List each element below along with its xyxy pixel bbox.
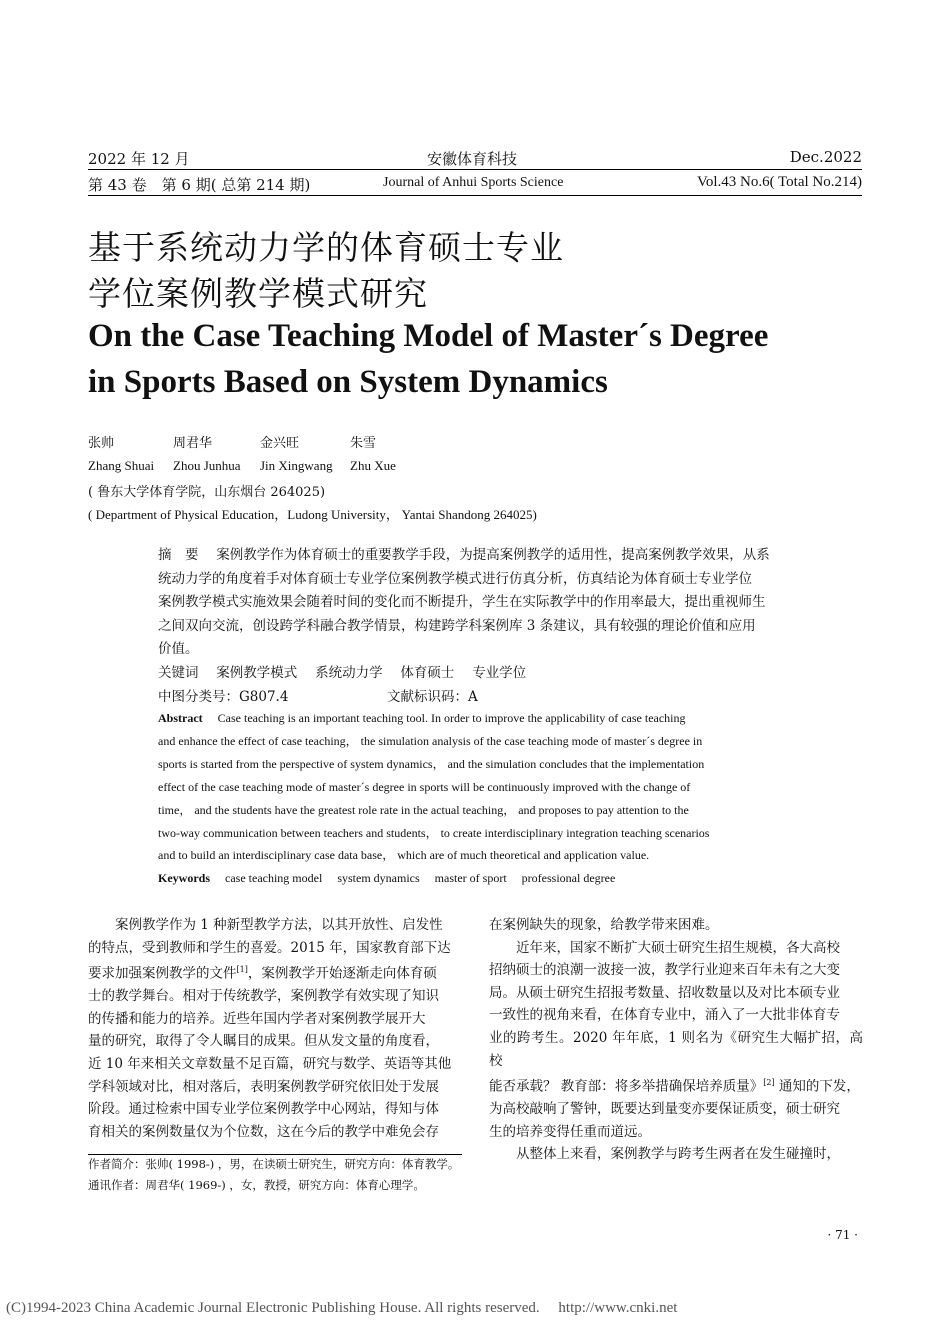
- body-line: 的传播和能力的培养。近些年国内学者对案例教学展开大: [88, 1010, 426, 1027]
- keyword-en: professional degree: [521, 871, 616, 886]
- body-line: 量的研究，取得了令人瞩目的成果。但从发文量的角度看，: [88, 1033, 439, 1050]
- body-right-column: [489, 914, 863, 1166]
- header-date-en: Dec.2022: [789, 148, 862, 166]
- footnote-corresponding: 通讯作者：周君华( 1969-) ，女，教授，研究方向：体育心理学。: [88, 1178, 425, 1192]
- body-line: 在案例缺失的现象，给教学带来困难。: [489, 917, 719, 933]
- title-en-line1: On the Case Teaching Model of Master´s Degree: [88, 318, 769, 354]
- keywords-en-label: Keywords: [158, 871, 210, 886]
- author-en-3: Jin Xingwang: [260, 458, 333, 473]
- header-rule-bottom: [88, 195, 862, 196]
- body-line: 阶段。通过检索中国专业学位案例教学中心网站，得知与体: [88, 1101, 439, 1118]
- body-line: 案例教学作为 1 种新型教学方法，以其开放性、启发性: [88, 917, 443, 933]
- keyword-zh: 专业学位: [472, 664, 527, 681]
- author-en-4: Zhu Xue: [350, 458, 396, 473]
- author-zh-3: 金兴旺: [260, 436, 300, 451]
- body-left-column: [88, 914, 462, 1143]
- author-en-1: Zhang Shuai: [88, 458, 155, 473]
- body-line: 近 10 年来相关文章数量不足百篇，研究与数学、英语等其他: [88, 1056, 452, 1073]
- abstract-zh-line: 价值。: [158, 641, 199, 658]
- header-journal-cn: 安徽体育科技: [427, 150, 518, 168]
- keyword-zh: 案例教学模式: [216, 664, 298, 681]
- classification-row: [158, 686, 792, 710]
- doc-code-label: 文献标识码：: [387, 688, 469, 705]
- doc-code-value: A: [468, 688, 478, 705]
- body-line: 从整体上来看，案例教学与跨考生两者在发生碰撞时，: [489, 1146, 840, 1163]
- abstract-zh-line: 之间双向交流，创设跨学科融合教学情景，构建跨学科案例库 3 条建议，具有较强的理论价值和应用: [158, 617, 756, 634]
- abstract-zh-line: 案例教学模式实施效果会随着时间的变化而不断提升，学生在实际教学中的作用率最大，提出重视师生: [158, 594, 766, 611]
- abstract-en-line: Abstract Case teaching is an important teaching tool. In order to improve the applicability of case teaching: [158, 711, 686, 725]
- abstract-en-line: sports is started from the perspective of system dynamics， and the simulation concludes that the implementation: [158, 756, 705, 771]
- citation-ref[interactable]: [2]: [763, 1078, 775, 1088]
- body-line: 生的培养变得任重而道远。: [489, 1123, 651, 1140]
- abstract-en-line: effect of the case teaching mode of master´s degree in sports will be continuously improved with the change of: [158, 779, 691, 794]
- body-line: 能否承载？ 教育部：将多举措确保培养质量》[2] 通知的下发，: [489, 1078, 860, 1095]
- body-line: 要求加强案例教学的文件[1]，案例教学开始逐渐走向体育硕: [88, 965, 437, 982]
- abstract-en-line: and to build an interdisciplinary case data base， which are of much theoretical and application value.: [158, 848, 650, 863]
- header-issue-en: Vol.43 No.6( Total No.214): [696, 174, 862, 190]
- clc-value: G807.4: [239, 688, 289, 705]
- body-line: 的特点，受到教师和学生的喜爱。2015 年，国家教育部下达: [88, 939, 451, 956]
- keyword-zh: 体育硕士: [400, 664, 455, 681]
- abstract-zh-line: 统动力学的角度着手对体育硕士专业学位案例教学模式进行仿真分析，仿真结论为体育硕士专业学位: [158, 570, 752, 587]
- title-en-line2: in Sports Based on System Dynamics: [88, 364, 608, 400]
- author-zh-4: 朱雪: [350, 436, 377, 451]
- abstract-en-line: and enhance the effect of case teaching， the simulation analysis of the case teaching mode of master´s degree in: [158, 733, 703, 748]
- body-line: 业的跨考生。2020 年年底，1 则名为《研究生大幅扩招，高校: [489, 1029, 863, 1069]
- keywords-zh: [158, 662, 792, 686]
- citation-ref[interactable]: [1]: [236, 965, 248, 975]
- title-zh-line1: 基于系统动力学的体育硕士专业: [88, 228, 564, 267]
- keyword-en: master of sport: [434, 871, 507, 886]
- footnote-author: 作者简介：张帅( 1998-) ，男，在读硕士研究生，研究方向：体育教学。: [88, 1157, 460, 1171]
- keywords-zh-label: 关键词: [158, 664, 199, 681]
- keywords-en: [158, 867, 792, 890]
- author-zh-2: 周君华: [173, 436, 213, 451]
- body-line: 育相关的案例数量仅为个位数，这在今后的教学中难免会存: [88, 1123, 439, 1140]
- body-line: 近年来，国家不断扩大硕士研究生招生规模，各大高校: [489, 939, 840, 956]
- author-zh-1: 张帅: [88, 436, 115, 451]
- abstract-zh-label: 摘 要: [158, 547, 199, 563]
- body-line: 为高校敲响了警钟，既要达到量变亦要保证质变，硕士研究: [489, 1101, 840, 1118]
- footnotes: [88, 1154, 459, 1196]
- keyword-en: system dynamics: [337, 871, 420, 886]
- clc-label: 中图分类号：: [158, 688, 239, 705]
- copyright-line: (C)1994-2023 China Academic Journal Electronic Publishing House. All rights reserved. http://www.cnki.net: [6, 1300, 678, 1316]
- abstract-zh: [158, 544, 792, 709]
- affiliation-zh: ( 鲁东大学体育学院，山东烟台 264025): [88, 485, 326, 500]
- body-line: 招纳硕士的浪潮一波接一波，教学行业迎来百年未有之大变: [489, 962, 840, 979]
- keyword-zh: 系统动力学: [315, 664, 383, 681]
- abstract-en-line: time， and the students have the greatest role rate in the actual teaching， and proposes to pay attention to the: [158, 802, 689, 817]
- author-en-2: Zhou Junhua: [173, 458, 241, 473]
- affiliation-en: ( Department of Physical Education，Ludong University， Yantai Shandong 264025): [88, 507, 537, 522]
- page-number: · 71 ·: [827, 1228, 858, 1242]
- body-line: 士的教学舞台。相对于传统教学，案例教学有效实现了知识: [88, 988, 439, 1005]
- abstract-en-label: Abstract: [158, 711, 203, 725]
- body-line: 一致性的视角来看，在体育专业中，涌入了一大批非体育专: [489, 1007, 840, 1024]
- abstract-zh-line: 摘 要 案例教学作为体育硕士的重要教学手段，为提高案例教学的适用性，提高案例教学效果，从系: [158, 547, 770, 563]
- header-journal-en: Journal of Anhui Sports Science: [383, 175, 564, 190]
- keyword-en: case teaching model: [225, 871, 323, 886]
- title-zh-line2: 学位案例教学模式研究: [88, 274, 428, 313]
- header-issue-cn: 第 43 卷 第 6 期( 总第 214 期): [88, 176, 311, 194]
- abstract-en: [158, 707, 792, 890]
- body-line: 学科领域对比，相对落后，表明案例教学研究依旧处于发展: [88, 1078, 439, 1095]
- header-rule-top: [88, 169, 862, 170]
- header-date-cn: 2022 年 12 月: [88, 150, 190, 168]
- body-line: 局。从硕士研究生招报考数量、招收数量以及对比本硕专业: [489, 984, 840, 1001]
- abstract-en-line: two-way communication between teachers and students， to create interdisciplinary integration teaching scenarios: [158, 825, 710, 840]
